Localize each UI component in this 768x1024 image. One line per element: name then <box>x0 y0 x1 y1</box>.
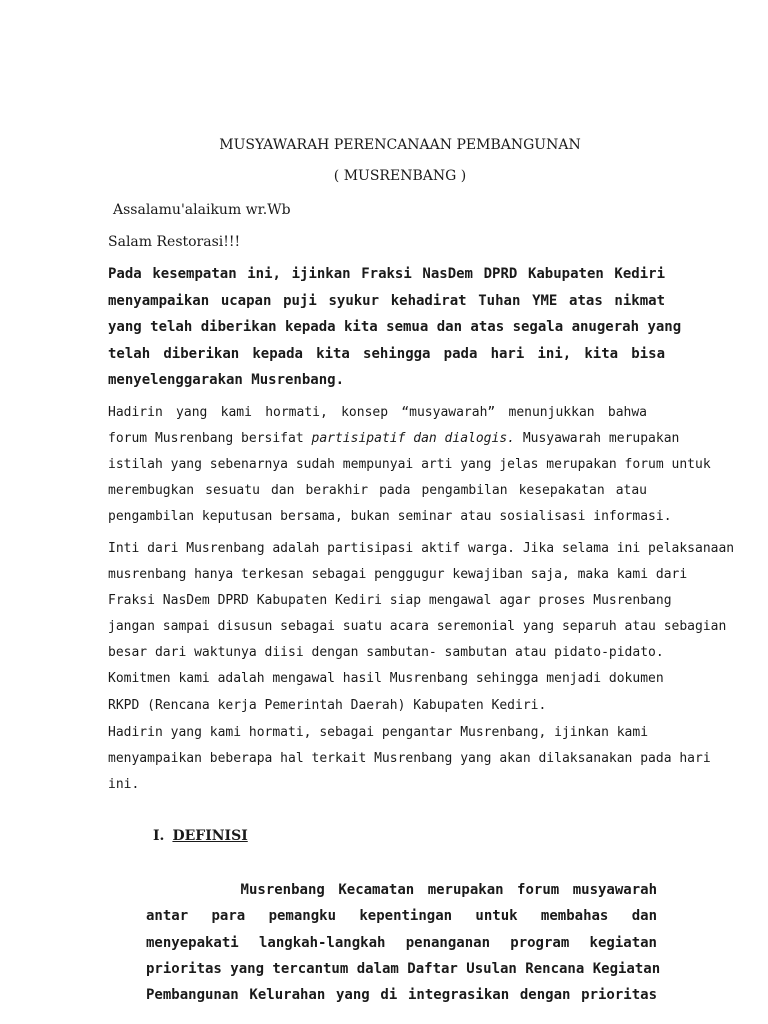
paragraph-line: merembugkan sesuatu dan berakhir pada pengambilan kesepakatan atau <box>108 483 647 499</box>
definition-line: prioritas yang tercantum dalam Daftar Usulan Rencana Kegiatan <box>146 960 661 977</box>
paragraph-line: besar dari waktunya diisi dengan sambutan- sambutan atau pidato-pidato. <box>108 645 664 661</box>
paragraph-line: Hadirin yang kami hormati, konsep “musyawarah” menunjukkan bahwa <box>108 405 647 420</box>
paragraph-pengantar <box>108 720 711 798</box>
paragraph-line: musrenbang hanya terkesan sebagai penggugur kewajiban saja, maka kami dari <box>108 567 688 583</box>
definition-paragraph <box>146 877 661 1008</box>
paragraph-line: pengambilan keputusan bersama, bukan seminar atau sosialisasi informasi. <box>108 509 672 525</box>
paragraph-line: Inti dari Musrenbang adalah partisipasi aktif warga. Jika selama ini pelaksanaan <box>108 541 735 556</box>
paragraph-inti <box>108 536 735 719</box>
intro-line: Pada kesempatan ini, ijinkan Fraksi NasDem DPRD Kabupaten Kediri <box>108 266 665 282</box>
definition-line: Musrenbang Kecamatan merupakan forum musyawarah <box>146 882 657 898</box>
definition-line: Pembangunan Kelurahan yang di integrasikan dengan prioritas <box>146 987 657 1004</box>
greeting-salam: Assalamu'alaikum wr.Wb <box>113 202 291 218</box>
paragraph-line: jangan sampai disusun sebagai suatu acara seremonial yang separuh atau sebagian <box>108 619 727 635</box>
document-subtitle: ( MUSRENBANG ) <box>333 168 467 184</box>
intro-line: menyampaikan ucapan puji syukur kehadirat Tuhan YME atas nikmat <box>108 292 665 309</box>
definition-line: antar para pemangku kepentingan untuk membahas dan <box>146 908 657 925</box>
paragraph-text: Musyawarah merupakan <box>515 431 680 447</box>
paragraph-text: forum Musrenbang bersifat <box>108 431 312 447</box>
paragraph-musyawarah <box>108 400 711 530</box>
paragraph-line: RKPD (Rencana kerja Pemerintah Daerah) Kabupaten Kediri. <box>108 697 547 713</box>
paragraph-line: Komitmen kami adalah mengawal hasil Musrenbang sehingga menjadi dokumen <box>108 671 664 687</box>
paragraph-line: Fraksi NasDem DPRD Kabupaten Kediri siap mengawal agar proses Musrenbang <box>108 593 672 609</box>
italic-phrase: partisipatif dan dialogis. <box>311 431 515 447</box>
greeting-restorasi: Salam Restorasi!!! <box>108 234 241 250</box>
paragraph-line: Hadirin yang kami hormati, sebagai pengantar Musrenbang, ijinkan kami <box>108 725 649 740</box>
document-title: MUSYAWARAH PERENCANAAN PEMBANGUNAN <box>219 137 581 153</box>
paragraph-line: istilah yang sebenarnya sudah mempunyai arti yang jelas merupakan forum untuk <box>108 457 711 473</box>
intro-line: menyelenggarakan Musrenbang. <box>108 372 345 388</box>
section-number: I. <box>153 828 165 844</box>
paragraph-line: ini. <box>108 777 140 793</box>
section-heading <box>153 828 248 844</box>
intro-line: yang telah diberikan kepada kita semua dan atas segala anugerah yang <box>108 319 682 335</box>
intro-paragraph <box>108 261 682 394</box>
paragraph-line <box>108 426 680 452</box>
intro-line: telah diberikan kepada kita sehingga pada hari ini, kita bisa <box>108 345 665 362</box>
section-title: DEFINISI <box>172 828 248 844</box>
definition-line: menyepakati langkah-langkah penanganan program kegiatan <box>146 934 657 951</box>
paragraph-line: menyampaikan beberapa hal terkait Musrenbang yang akan dilaksanakan pada hari <box>108 751 711 767</box>
